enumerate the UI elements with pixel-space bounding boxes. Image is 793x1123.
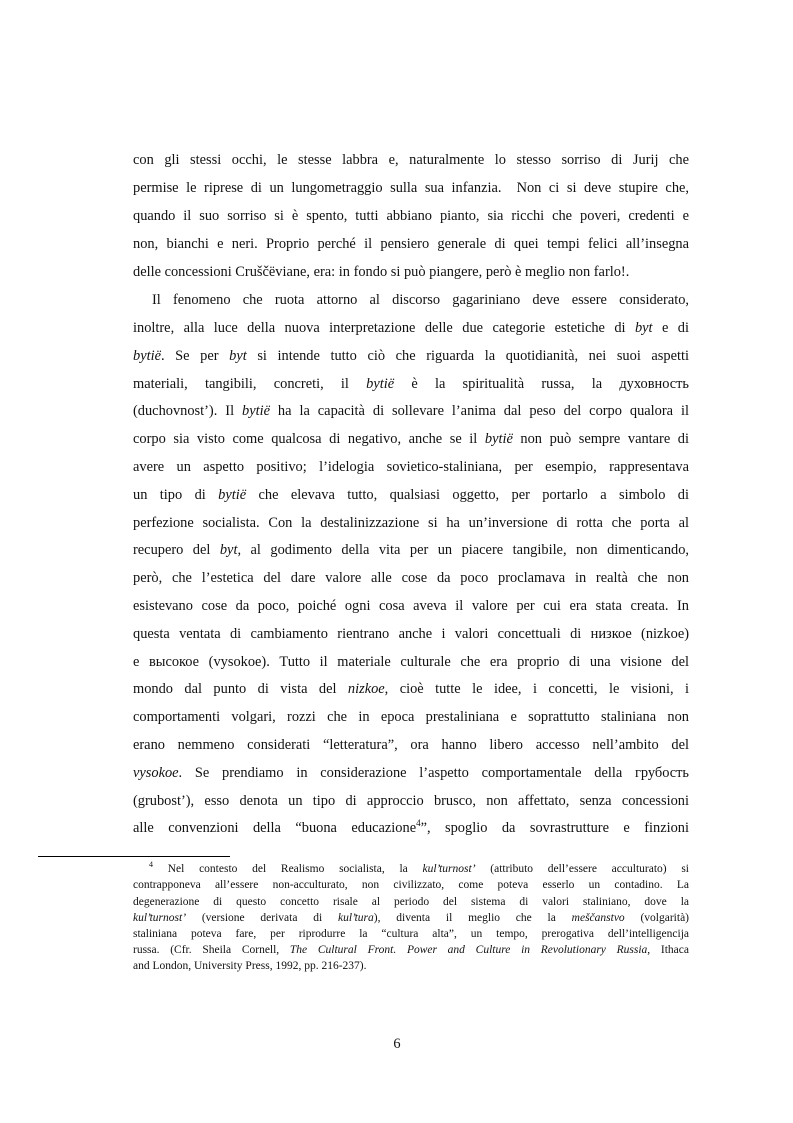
footnote-line: $^4$ Nel contesto del Realismo socialista, la kul’turnost’ (attributo dell’essere acculturato) si [149,860,689,875]
body-text-line: inoltre, alla luce della nuova interpretazione delle due categorie estetiche di byt e di [133,320,689,336]
body-text-line: però, che l’estetica del dare valore alle cose da poco proclamava in realtà che non [133,570,689,586]
footnote-line: kul’turnost’ (versione derivata di kul’tura), diventa il meglio che la meščanstvo (volgarità) [133,912,689,924]
body-text-line: avere un aspetto positivo; l’idelogia sovietico-staliniana, per esempio, rappresentava [133,459,689,475]
body-text-line: un tipo di bytië che elevava tutto, qualsiasi oggetto, per portarlo a simbolo di [133,487,689,503]
body-text-line: delle concessioni Cruščëviane, era: in fondo si può piangere, però è meglio non farlo!. [133,264,630,280]
footnote-line: russa. (Cfr. Sheila Cornell, The Cultural Front. Power and Culture in Revolutionary Russia, Ithaca [133,944,689,956]
footnote-separator [38,856,230,857]
body-text-line: e высокое (vysokoe). Tutto il materiale culturale che era proprio di una visione del [133,654,689,670]
body-text-line: permise le riprese di un lungometraggio sulla sua infanzia. Non ci si deve stupire che, [133,180,689,196]
body-text-line: Il fenomeno che ruota attorno al discorso gagariniano deve essere considerato, [152,292,689,308]
footnote-line: contrapponeva all’essere non-acculturato, non civilizzato, come poteva esserlo un contadino. La [133,879,689,891]
body-text-line: con gli stessi occhi, le stesse labbra e, naturalmente lo stesso sorriso di Jurij che [133,152,689,168]
footnote-reference: 4 [416,818,421,829]
body-text-line: quando il suo sorriso si è spento, tutti abbiano pianto, sia ricchi che poveri, credenti e [133,208,689,224]
body-text-line: mondo dal punto di vista del nizkoe, cioè tutte le idee, i concetti, le visioni, i [133,681,689,697]
body-text-line: (grubost’), esso denota un tipo di approccio brusco, non affettato, senza concessioni [133,793,689,809]
body-text-line: recupero del byt, al godimento della vita per un piacere tangibile, non dimenticando, [133,542,689,558]
body-text-line: vysokoe. Se prendiamo in considerazione l’aspetto comportamentale della грубость [133,765,689,781]
body-text-line: erano nemmeno considerati “letteratura”, ora hanno libero accesso nell’ambito del [133,737,689,753]
body-text-line: (duchovnost’). Il bytië ha la capacità di sollevare l’anima dal peso del corpo qualora il [133,403,689,419]
page-number: 6 [393,1036,401,1052]
body-text-line: materiali, tangibili, concreti, il bytië è la spiritualità russa, la духовность [133,376,689,392]
footnote-line: staliniana poteva fare, per riprodurre la “cultura alta”, un tempo, prerogativa dell’intelligencija [133,928,689,940]
body-text-line: alle convenzioni della “buona educazione$^4$”, spoglio da sovrastrutture e finzioni [133,818,689,836]
body-text-line: perfezione socialista. Con la destalinizzazione si ha un’inversione di rotta che porta al [133,515,689,531]
body-text-line: non, bianchi e neri. Proprio perché il pensiero generale di quei tempi felici all’insegna [133,236,689,252]
body-text-line: questa ventata di cambiamento rientrano anche i valori concettuali di низкое (nizkoe) [133,626,689,642]
footnote-line: and London, University Press, 1992, pp. 216-237). [133,960,367,972]
footnote-number: 4 [149,860,153,870]
body-text-line: bytië. Se per byt si intende tutto ciò che riguarda la quotidianità, nei suoi aspetti [133,348,689,364]
body-text-line: esistevano cose da poco, poiché ogni cosa aveva il valore per cui era stata creata. In [133,598,689,614]
footnote-line: degenerazione di questo concetto risale al periodo del sistema di valori staliniano, dove la [133,896,689,908]
body-text-line: corpo sia visto come qualcosa di negativo, anche se il bytië non può sempre vantare di [133,431,689,447]
body-text-line: comportamenti volgari, rozzi che in epoca prestaliniana e soprattutto staliniana non [133,709,689,725]
